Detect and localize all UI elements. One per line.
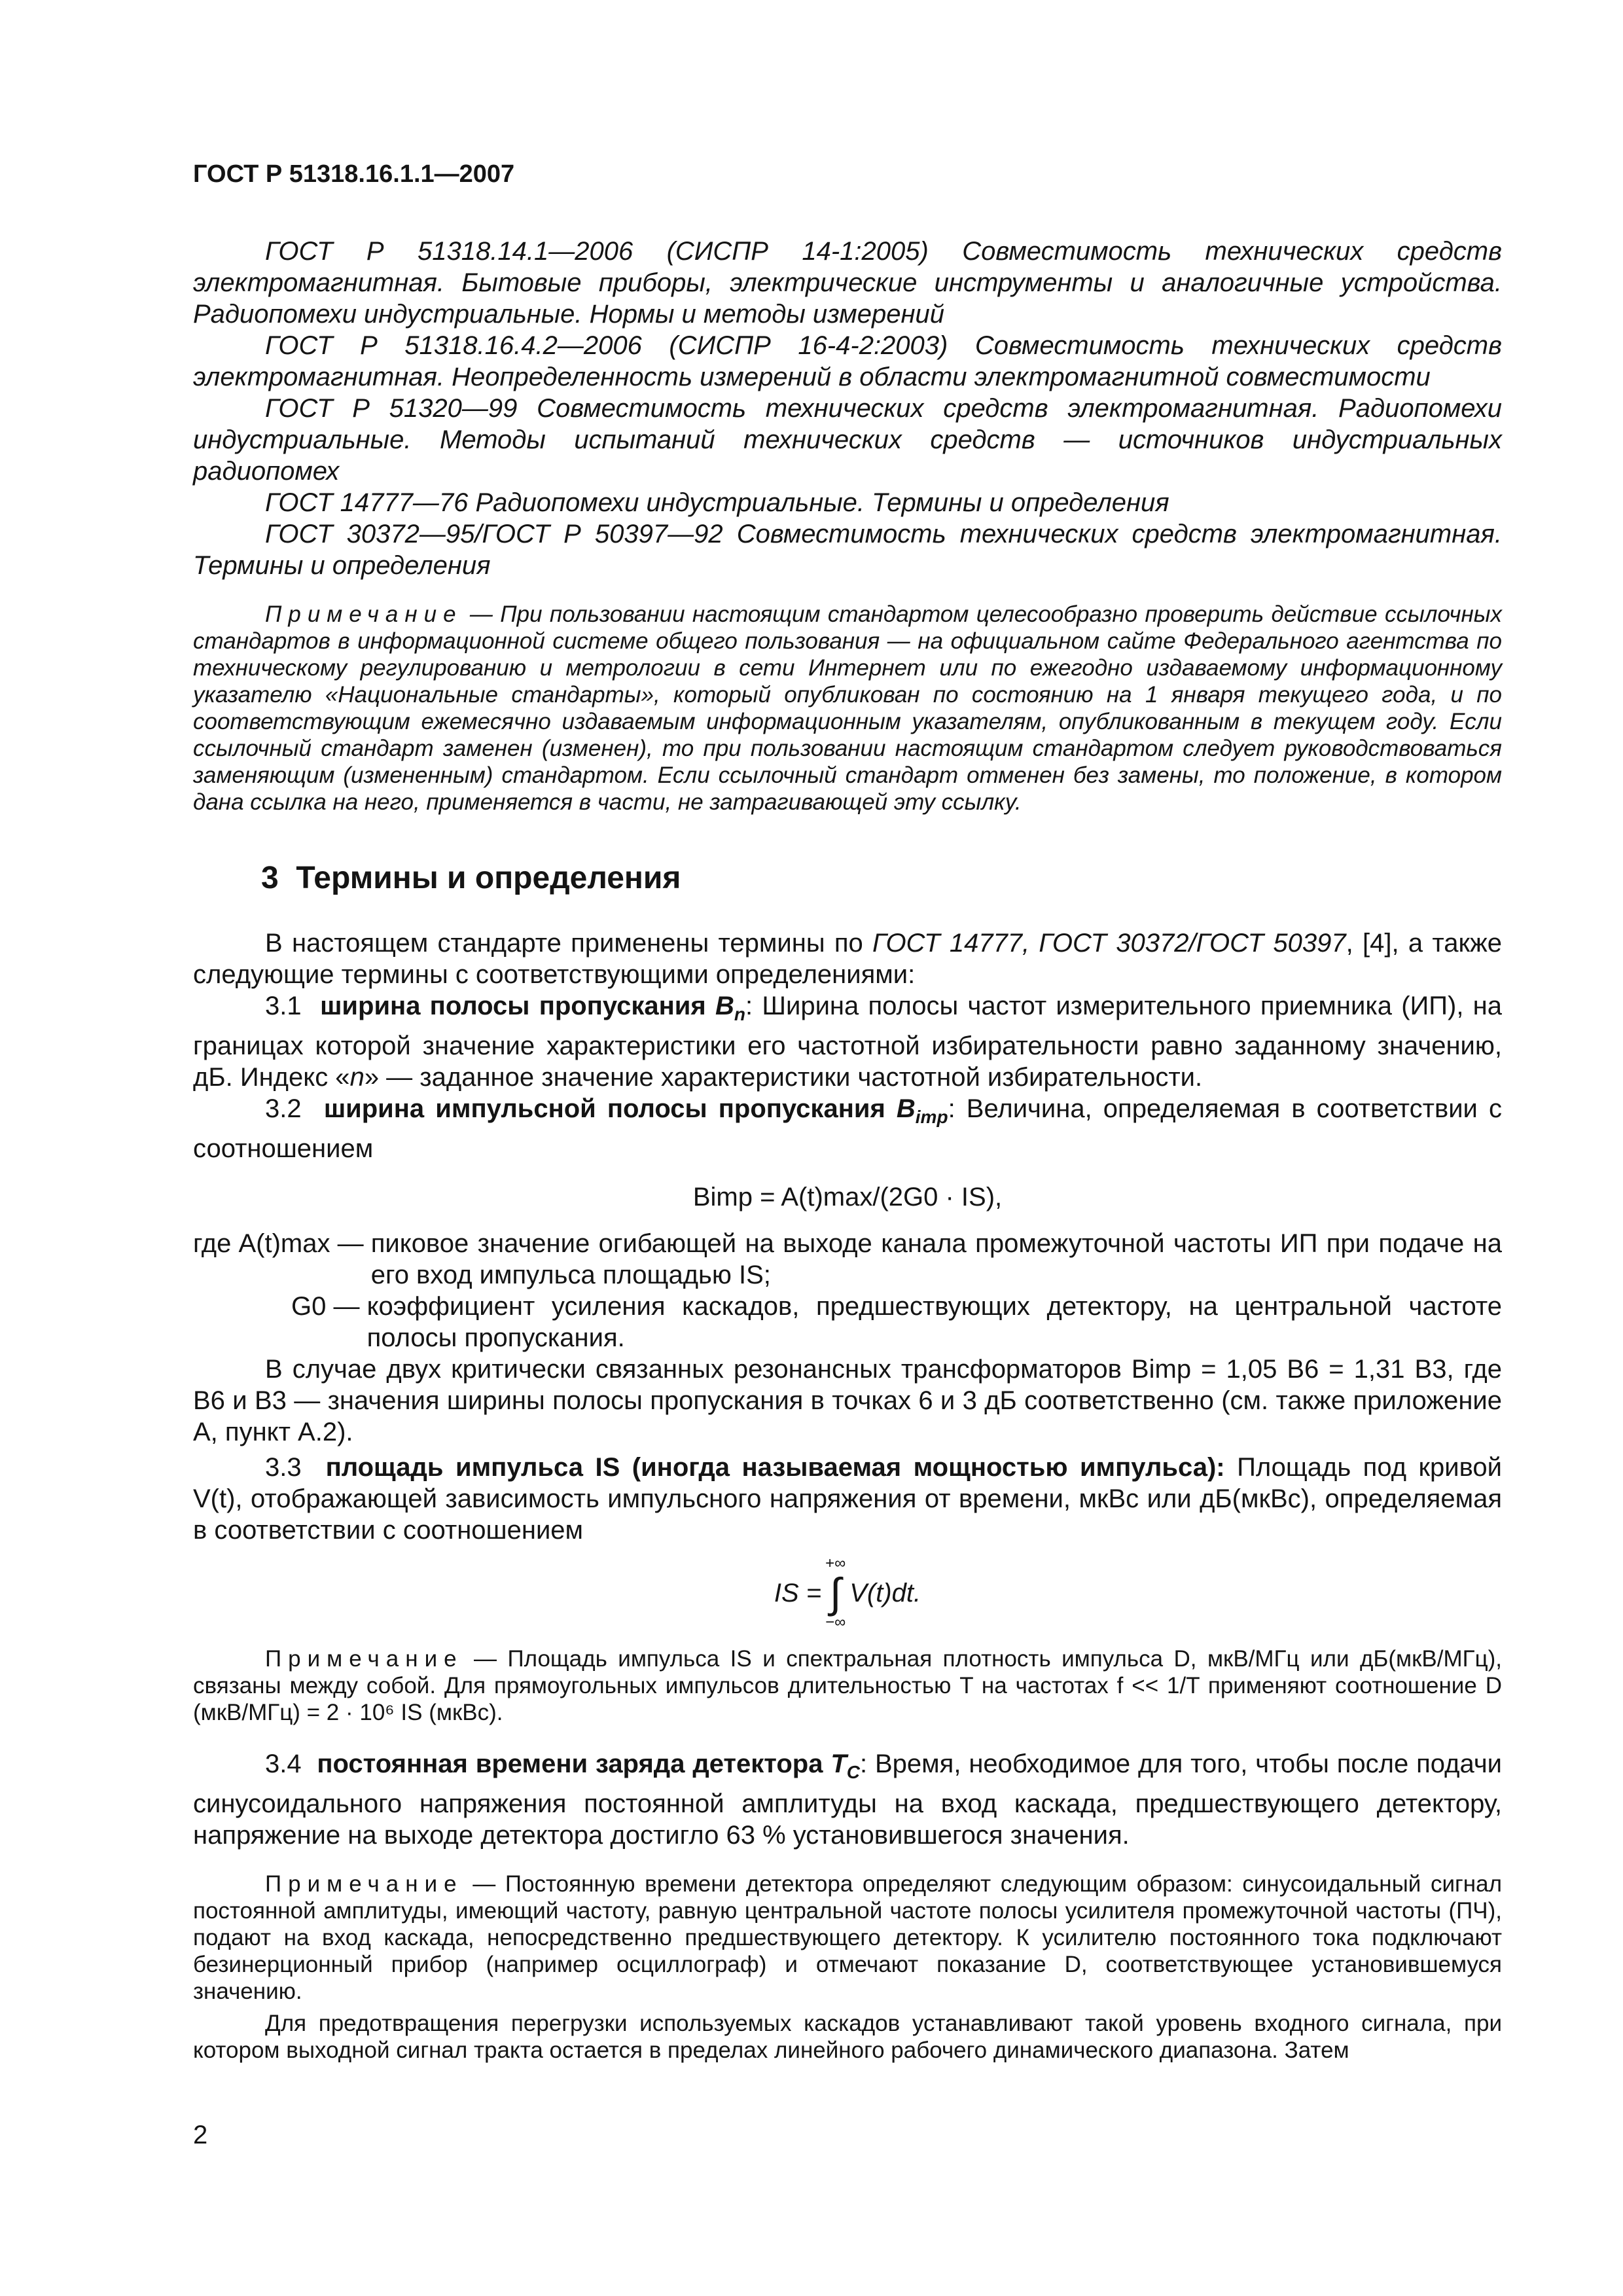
- note-label: Примечание: [265, 601, 463, 627]
- term-symbol-sub: n: [734, 1004, 745, 1024]
- integral-sign: +∞ ∫ −∞: [825, 1554, 846, 1631]
- definition-symbol: G0 —: [291, 1292, 360, 1321]
- definition-text: коэффициент усиления каскадов, предшествующих детектору, на центральной частоте полосы пропускания.: [366, 1292, 1502, 1352]
- integral-lower: −∞: [825, 1613, 846, 1631]
- definition-text: пиковое значение огибающей на выходе канала промежуточной частоты ИП при подаче на его вход импульса площадью IS;: [370, 1229, 1502, 1289]
- term-name: площадь импульса IS (иногда называемая мощностью импульса):: [325, 1453, 1225, 1482]
- integral-rhs: V(t)dt.: [849, 1578, 921, 1607]
- term-name: ширина импульсной полосы пропускания: [323, 1094, 897, 1123]
- term-3-3: [193, 1452, 1502, 1546]
- term-symbol-sub: C: [846, 1762, 861, 1782]
- term-number: 3.4: [265, 1749, 302, 1778]
- formula-bimp: Bimp = A(t)max/(2G0 · IS),: [692, 1183, 1003, 1211]
- note-text: — Площадь импульса IS и спектральная плотность импульса D, мкВ/МГц или дБ(мкВ/МГц), связаны между собой. Для прямоугольных импульсов длительностью T на частотах f << 1/T применяют соотношение D (мкВ/МГц) = 2 · 10⁶ IS (мкВс).: [193, 1646, 1502, 1725]
- intro-refs: ГОСТ 14777, ГОСТ 30372/ГОСТ 50397: [872, 929, 1346, 958]
- term-3-2: [193, 1093, 1502, 1164]
- intro-before: В настоящем стандарте применены термины по: [265, 929, 873, 958]
- term-name: постоянная времени заряда детектора: [317, 1749, 831, 1778]
- note-references: [193, 601, 1502, 816]
- term-definition: : Время, необходимое для того, чтобы после подачи синусоидального напряжения постоянной амплитуды на вход каскада, предшествующего детектору, напряжение на выходе детектора достигло 63 % установившегося значения.: [193, 1749, 1502, 1850]
- reference-item: ГОСТ 14777—76 Радиопомехи индустриальные. Термины и определения: [265, 488, 1169, 517]
- note-detector: [193, 1871, 1502, 2005]
- note-label: Примечание: [265, 1646, 463, 1672]
- intro-paragraph: [193, 927, 1502, 990]
- continuation-paragraph: Для предотвращения перегрузки используемых каскадов устанавливают такой уровень входного сигнала, при котором выходной сигнал тракта остается в пределах линейного рабочего динамического диапазона. Затем: [193, 2011, 1502, 2063]
- term-symbol: B: [896, 1094, 916, 1123]
- term-definition: : Величина, определяемая в соответствии с соотношением: [193, 1094, 1502, 1163]
- term-number: 3.2: [265, 1094, 302, 1123]
- reference-item: ГОСТ Р 51320—99 Совместимость технических средств электромагнитная. Радиопомехи индустриальные. Методы испытаний технических средств — источников индустриальных радиопомех: [193, 394, 1502, 486]
- definition-symbol: где A(t)max —: [193, 1229, 364, 1258]
- term-symbol: T: [830, 1749, 847, 1778]
- document-page: [193, 160, 1502, 2064]
- page-number: 2: [193, 2121, 208, 2149]
- note-text: — Постоянную времени детектора определяют следующим образом: синусоидальный сигнал постоянной амплитуды, имеющий частоту, равную центральной частоте полосы усилителя промежуточной частоты (ПЧ), подают на вход каскада, непосредственно предшествующего детектору. К усилителю постоянного тока подключают безинерционный прибор (например осциллограф) и отмечают показание D, соответствующее установившемуся значению.: [193, 1871, 1502, 2004]
- note-pulse-area: [193, 1645, 1502, 1726]
- definition-where: [193, 1228, 1502, 1291]
- intro-after: , [4], а также следующие термины с соответствующими определениями:: [193, 929, 1502, 989]
- integral-upper: +∞: [825, 1554, 846, 1572]
- reference-list: [193, 236, 1502, 581]
- reference-item: ГОСТ Р 51318.14.1—2006 (СИСПР 14-1:2005) Совместимость технических средств электромагнитная. Бытовые приборы, электрические инструменты и аналогичные устройства. Радиопомехи индустриальные. Нормы и методы измерений: [193, 237, 1502, 329]
- reference-item: ГОСТ Р 51318.16.4.2—2006 (СИСПР 16-4-2:2003) Совместимость технических средств электромагнитная. Неопределенность измерений в области электромагнитной совместимости: [193, 331, 1502, 391]
- term-index: n: [349, 1063, 365, 1092]
- reference-item: ГОСТ 30372—95/ГОСТ Р 50397—92 Совместимость технических средств электромагнитная. Термины и определения: [193, 520, 1502, 580]
- term-3-4: [193, 1748, 1502, 1851]
- note-label: Примечание: [265, 1871, 463, 1897]
- term-3-1: [193, 990, 1502, 1093]
- term-number: 3.1: [265, 992, 302, 1020]
- term-definition-end: » — заданное значение характеристики частотной избирательности.: [364, 1063, 1203, 1092]
- integral-lhs: IS =: [774, 1578, 822, 1607]
- case-paragraph: В случае двух критически связанных резонансных трансформаторов Bimp = 1,05 B6 = 1,31 B3, где B6 и B3 — значения ширины полосы пропускания в точках 6 и 3 дБ соответственно (см. также приложение А, пункт А.2).: [193, 1355, 1502, 1446]
- term-symbol-sub: imp: [915, 1107, 948, 1127]
- formula-integral: [193, 1555, 1502, 1631]
- definition-g0: [193, 1291, 1502, 1354]
- section-title: Термины и определения: [296, 861, 681, 895]
- term-definition: Площадь под кривой V(t), отображающей зависимость импульсного напряжения от времени, мкВс или дБ(мкВс), определяемая в соответствии с соотношением: [193, 1453, 1503, 1545]
- term-symbol: B: [715, 992, 734, 1020]
- section-number: 3: [261, 861, 279, 895]
- section-heading: [193, 860, 1502, 896]
- term-number: 3.3: [265, 1453, 302, 1482]
- term-name: ширина полосы пропускания: [320, 992, 715, 1020]
- note-text: — При пользовании настоящим стандартом целесообразно проверить действие ссылочных стандартов в информационной системе общего пользования — на официальном сайте Федерального агентства по техническому регулированию и метрологии в сети Интернет или по ежегодно издаваемому информационному указателю «Национальные стандарты», который опубликован по состоянию на 1 января текущего года, и по соответствующим ежемесячно издаваемым информационным указателям, опубликованным в текущем году. Если ссылочный стандарт заменен (изменен), то при пользовании настоящим стандартом следует руководствоваться заменяющим (измененным) стандартом. Если ссылочный стандарт отменен без замены, то положение, в котором дана ссылка на него, применяется в части, не затрагивающей эту ссылку.: [193, 601, 1502, 815]
- doc-code: ГОСТ Р 51318.16.1.1—2007: [193, 160, 515, 188]
- term-definition: : Ширина полосы частот измерительного приемника (ИП), на границах которой значение характеристики его частотной избирательности равно заданному значению, дБ. Индекс «: [193, 992, 1503, 1092]
